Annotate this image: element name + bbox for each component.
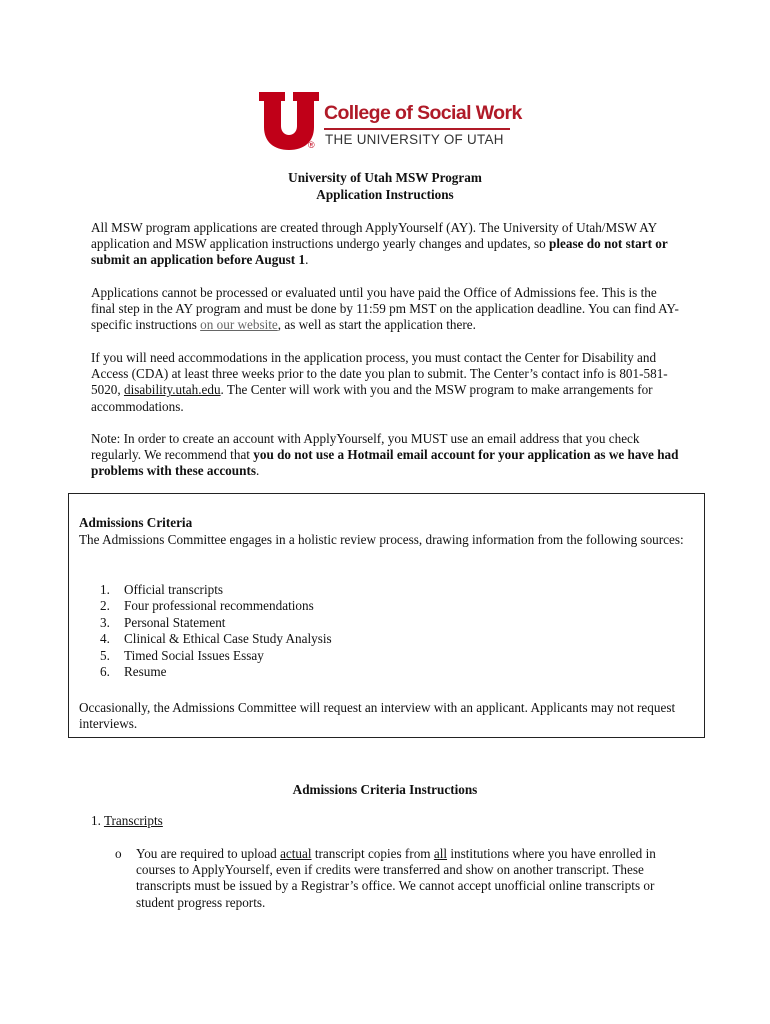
criteria-note: Occasionally, the Admissions Committee will request an interview with an applicant. Applicants may not request interviews. — [79, 700, 676, 732]
intro-p4-text: Note: In order to create an account with ApplyYourself, you MUST use an email address that you check regularly. We recommend that — [91, 431, 640, 463]
list-item — [100, 615, 332, 631]
university-name: THE UNIVERSITY OF UTAH — [325, 132, 504, 147]
intro-paragraph-4 — [91, 431, 681, 480]
intro-p4-end: . — [255, 463, 260, 479]
bullet-text-c: institutions where you have enrolled in courses to ApplyYourself, even if credits were transferred and show on another transcript. These transcripts must be issued by a Registrar’s office. We cannot accept unofficial online transcripts or student progress reports. — [136, 846, 656, 910]
bullet-text-b: transcript copies from — [311, 846, 434, 861]
instructions-heading: Admissions Criteria Instructions — [292, 782, 478, 797]
disability-link[interactable]: disability.utah.edu — [123, 382, 221, 398]
list-number: 3. — [100, 614, 110, 630]
intro-p1-end: . — [305, 252, 309, 268]
intro-p2-end: , as well as start the application there. — [277, 317, 476, 333]
bullet-text-a: You are required to upload — [136, 846, 281, 861]
intro-p1-text: All MSW program applications are created through ApplyYourself (AY). The University of Utah/MSW AY application and MSW application instructions undergo yearly changes and updates, so — [91, 220, 657, 252]
registered-mark: ® — [308, 140, 315, 150]
list-item — [100, 631, 332, 647]
intro-p2-text: Applications cannot be processed or evaluated until you have paid the Office of Admissions fee. This is the final step in the AY program and must be done by 11:59 pm MST on the application deadline. You can find AY-specific instructions — [91, 285, 679, 333]
intro-paragraph-3 — [91, 350, 681, 415]
list-number: 1. — [100, 582, 110, 597]
university-logo — [259, 92, 522, 160]
section-transcripts — [91, 813, 163, 829]
list-label: Resume — [124, 663, 167, 679]
criteria-description: The Admissions Committee engages in a holistic review process, drawing information from the following sources: — [79, 532, 684, 547]
bullet-text-all: all — [433, 846, 448, 861]
list-number: 6. — [100, 663, 110, 679]
intro-p1-bold: please do not start or submit an application before August 1 — [91, 236, 668, 268]
list-item — [100, 664, 332, 680]
criteria-title: Admissions Criteria — [79, 515, 193, 530]
intro-p3-text: If you will need accommodations in the application process, you must contact the Center for Disability and Access (CDA) at least three weeks prior to the date you plan to submit. The Center’s contact info is 801-581-5020, — [91, 350, 668, 398]
page-subtitle: Application Instructions — [316, 187, 454, 202]
list-number: 5. — [100, 647, 110, 663]
page-title: University of Utah MSW Program — [288, 170, 482, 185]
logo-divider — [324, 128, 510, 130]
intro-p4-bold: you do not use a Hotmail email account for your application as we have had problems with these accounts — [91, 447, 679, 479]
admissions-criteria-box — [68, 493, 705, 738]
list-label: Official transcripts — [124, 582, 223, 597]
list-number: 4. — [100, 631, 110, 647]
list-item — [100, 582, 332, 598]
section-title: Transcripts — [103, 813, 163, 828]
intro-paragraph-2 — [91, 285, 681, 334]
website-link[interactable]: on our website — [200, 317, 278, 333]
list-label: Timed Social Issues Essay — [124, 647, 264, 663]
list-item — [100, 648, 332, 664]
section-number: 1. — [91, 813, 104, 828]
list-label: Clinical & Ethical Case Study Analysis — [124, 631, 332, 647]
bullet-icon: o — [115, 846, 122, 861]
college-name: College of Social Work — [324, 102, 522, 124]
intro-paragraph-1 — [91, 220, 681, 269]
list-number: 2. — [100, 598, 110, 614]
criteria-list — [100, 582, 332, 680]
transcripts-bullet-text — [136, 846, 681, 911]
intro-p3-end: . The Center will work with you and the MSW program to make arrangements for accommodations. — [91, 382, 653, 414]
list-label: Personal Statement — [124, 614, 226, 630]
list-item — [100, 598, 332, 614]
bullet-text-actual: actual — [280, 846, 312, 861]
list-label: Four professional recommendations — [124, 598, 314, 614]
